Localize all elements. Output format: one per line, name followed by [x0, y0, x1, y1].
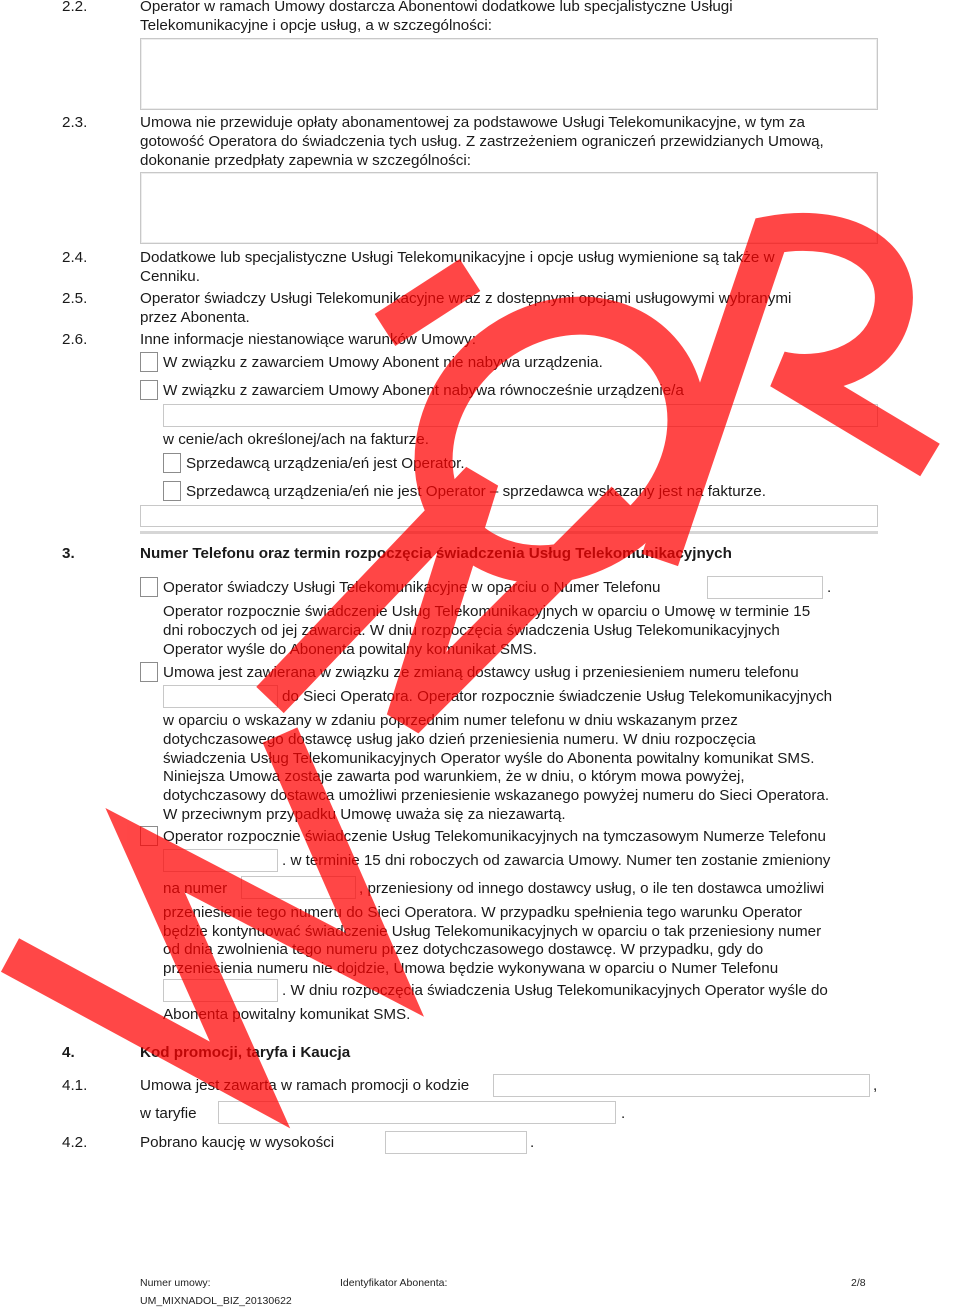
device-name-field[interactable] — [163, 404, 878, 427]
section-2-3-line-1: Umowa nie przewiduje opłaty abonamentowej za podstawowe Usługi Telekomunikacyjne, w tym za — [140, 114, 805, 131]
section-2-3-line-2: gotowość Operatora do świadczenia tych usług. Z zastrzeżeniem ograniczeń przewidzianych Umową, — [140, 133, 824, 150]
phone-number-field[interactable] — [707, 576, 823, 599]
option-b-line-2: do Sieci Operatora. Operator rozpocznie świadczenie Usług Telekomunikacyjnych — [282, 688, 833, 705]
section-4-1-number: 4.1. — [62, 1077, 88, 1094]
section-2-5-line-2: przez Abonenta. — [140, 309, 250, 326]
device-price-note: w cenie/ach określonej/ach na fakturze. — [163, 431, 429, 448]
temporary-number-field[interactable] — [163, 849, 278, 872]
section-3-title: Numer Telefonu oraz termin rozpoczęcia świadczenia Usług Telekomunikacyjnych — [140, 545, 732, 562]
section-2-2-line-2: Telekomunikacyjne i opcje usług, a w szczególności: — [140, 17, 493, 34]
section-2-5-line-1: Operator świadczy Usługi Telekomunikacyjne wraz z dostępnymi opcjami usługowymi wybranymi — [140, 290, 792, 307]
section-2-2-line-1: Operator w ramach Umowy dostarcza Abonentowi dodatkowe lub specjalistyczne Usługi — [140, 0, 733, 15]
no-device-label: W związku z zawarciem Umowy Abonent nie nabywa urządzenia. — [163, 354, 603, 371]
option-b-line-3: w oparciu o wskazany w zdaniu poprzednim numer telefonu w dniu wskazanym przez — [163, 712, 738, 729]
number-porting-checkbox[interactable] — [140, 662, 158, 682]
prepayment-field[interactable] — [140, 172, 878, 244]
document-code: UM_MIXNADOL_BIZ_20130622 — [140, 1295, 292, 1307]
deposit-dot: . — [530, 1134, 535, 1151]
deposit-amount-field[interactable] — [385, 1131, 527, 1154]
section-4-2-number: 4.2. — [62, 1134, 88, 1151]
option-c-line-4: przeniesienie tego numeru do Sieci Operatora. W przypadku spełnienia tego warunku Operator — [163, 904, 803, 921]
option-b-line-6: Niniejsza Umowa zostaje zawarta pod warunkiem, że w dniu, o którym mowa powyżej, — [163, 768, 745, 785]
page-number: 2/8 — [851, 1277, 866, 1289]
additional-services-field[interactable] — [140, 38, 878, 110]
seller-operator-checkbox[interactable] — [163, 453, 181, 473]
device-purchase-checkbox[interactable] — [140, 380, 158, 400]
tariff-label: w taryfie — [140, 1105, 197, 1122]
option-a-line-2: Operator rozpocznie świadczenie Usług Telekomunikacyjnych w oparciu o Umowę w terminie 15 — [163, 603, 811, 620]
promo-code-field[interactable] — [493, 1074, 870, 1097]
option-c-line-5: będzie kontynuować świadczenie Usług Telekomunikacyjnych w oparciu o tak przeniesiony numer — [163, 923, 822, 940]
option-c-line-9: Abonenta powitalny komunikat SMS. — [163, 1006, 411, 1023]
option-c-line-1: Operator rozpocznie świadczenie Usług Telekomunikacyjnych na tymczasowym Numerze Telefonu — [163, 828, 826, 845]
section-2-5-number: 2.5. — [62, 290, 88, 307]
section-divider — [140, 531, 878, 534]
option-a-line-4: Operator wyśle do Abonenta powitalny komunikat SMS. — [163, 641, 537, 658]
section-2-6-number: 2.6. — [62, 331, 88, 348]
ported-number-field[interactable] — [163, 685, 278, 708]
section-2-4-line-2: Cenniku. — [140, 268, 200, 285]
section-2-6-intro: Inne informacje niestanowiące warunków Umowy: — [140, 331, 476, 348]
target-number-field[interactable] — [241, 876, 356, 899]
option-b-line-7: dotychczasowy dostawca umożliwi przeniesienie wskazanego powyżej numeru do Sieci Operatora. — [163, 787, 830, 804]
section-2-4-number: 2.4. — [62, 249, 88, 266]
device-purchase-label: W związku z zawarciem Umowy Abonent nabywa równocześnie urządzenie/a — [163, 382, 684, 399]
deposit-label: Pobrano kaucję w wysokości — [140, 1134, 335, 1151]
seller-other-label: Sprzedawcą urządzenia/eń nie jest Operator – sprzedawca wskazany jest na fakturze. — [186, 483, 766, 500]
other-info-field[interactable] — [140, 505, 878, 527]
section-2-4-line-1: Dodatkowe lub specjalistyczne Usługi Telekomunikacyjne i opcje usług wymienione są także w — [140, 249, 775, 266]
section-4-title: Kod promocji, taryfa i Kaucja — [140, 1044, 351, 1061]
section-3-number: 3. — [62, 545, 75, 562]
subscriber-id-label: Identyfikator Abonenta: — [340, 1277, 448, 1289]
section-2-2-number: 2.2. — [62, 0, 88, 15]
option-b-line-5: świadczenia Usług Telekomunikacyjnych Operator wyśle do Abonenta powitalny komunikat SMS. — [163, 750, 815, 767]
option-b-line-1: Umowa jest zawierana w związku ze zmianą dostawcy usług i przeniesieniem numeru telefonu — [163, 664, 799, 681]
option-c-line-8: . W dniu rozpoczęcia świadczenia Usług Telekomunikacyjnych Operator wyśle do — [282, 982, 828, 999]
option-c-line-6: od dnia zwolnienia tego numeru przez dotychczasowego dostawcę. W przypadku, gdy do — [163, 941, 764, 958]
no-device-checkbox[interactable] — [140, 352, 158, 372]
phone-number-dot: . — [827, 579, 832, 596]
option-b-line-4: dotychczasowego dostawcę usług jako dzień przeniesienia numeru. W dniu rozpoczęcia — [163, 731, 756, 748]
option-c-na-numer: na numer — [163, 880, 228, 897]
promo-code-comma: , — [873, 1077, 878, 1094]
phone-number-checkbox[interactable] — [140, 577, 158, 597]
option-a-line-3: dni roboczych od jej zawarcia. W dniu rozpoczęcia świadczenia Usług Telekomunikacyjnych — [163, 622, 780, 639]
tariff-dot: . — [621, 1105, 626, 1122]
promo-code-label: Umowa jest zawarta w ramach promocji o kodzie — [140, 1077, 470, 1094]
phone-number-label: Operator świadczy Usługi Telekomunikacyjne w oparciu o Numer Telefonu — [163, 579, 661, 596]
section-2-3-line-3: dokonanie przedpłaty zapewnia w szczególności: — [140, 152, 471, 169]
option-b-line-8: W przeciwnym przypadku Umowę uważa się za niezawartą. — [163, 806, 566, 823]
tariff-field[interactable] — [218, 1101, 616, 1124]
section-2-3-number: 2.3. — [62, 114, 88, 131]
fallback-number-field[interactable] — [163, 979, 278, 1002]
seller-other-checkbox[interactable] — [163, 481, 181, 501]
option-c-line-7: przeniesienia numeru nie dojdzie, Umowa będzie wykonywana w oparciu o Numer Telefonu — [163, 960, 779, 977]
section-4-number: 4. — [62, 1044, 75, 1061]
option-c-line-2: . w terminie 15 dni roboczych od zawarcia Umowy. Numer ten zostanie zmieniony — [282, 852, 831, 869]
watermark-letter-o — [383, 264, 738, 616]
contract-number-label: Numer umowy: — [140, 1277, 211, 1289]
temporary-number-checkbox[interactable] — [140, 826, 158, 846]
option-c-line-3: , przeniesiony od innego dostawcy usług, o ile ten dostawca umożliwi — [359, 880, 825, 897]
seller-operator-label: Sprzedawcą urządzenia/eń jest Operator. — [186, 455, 465, 472]
